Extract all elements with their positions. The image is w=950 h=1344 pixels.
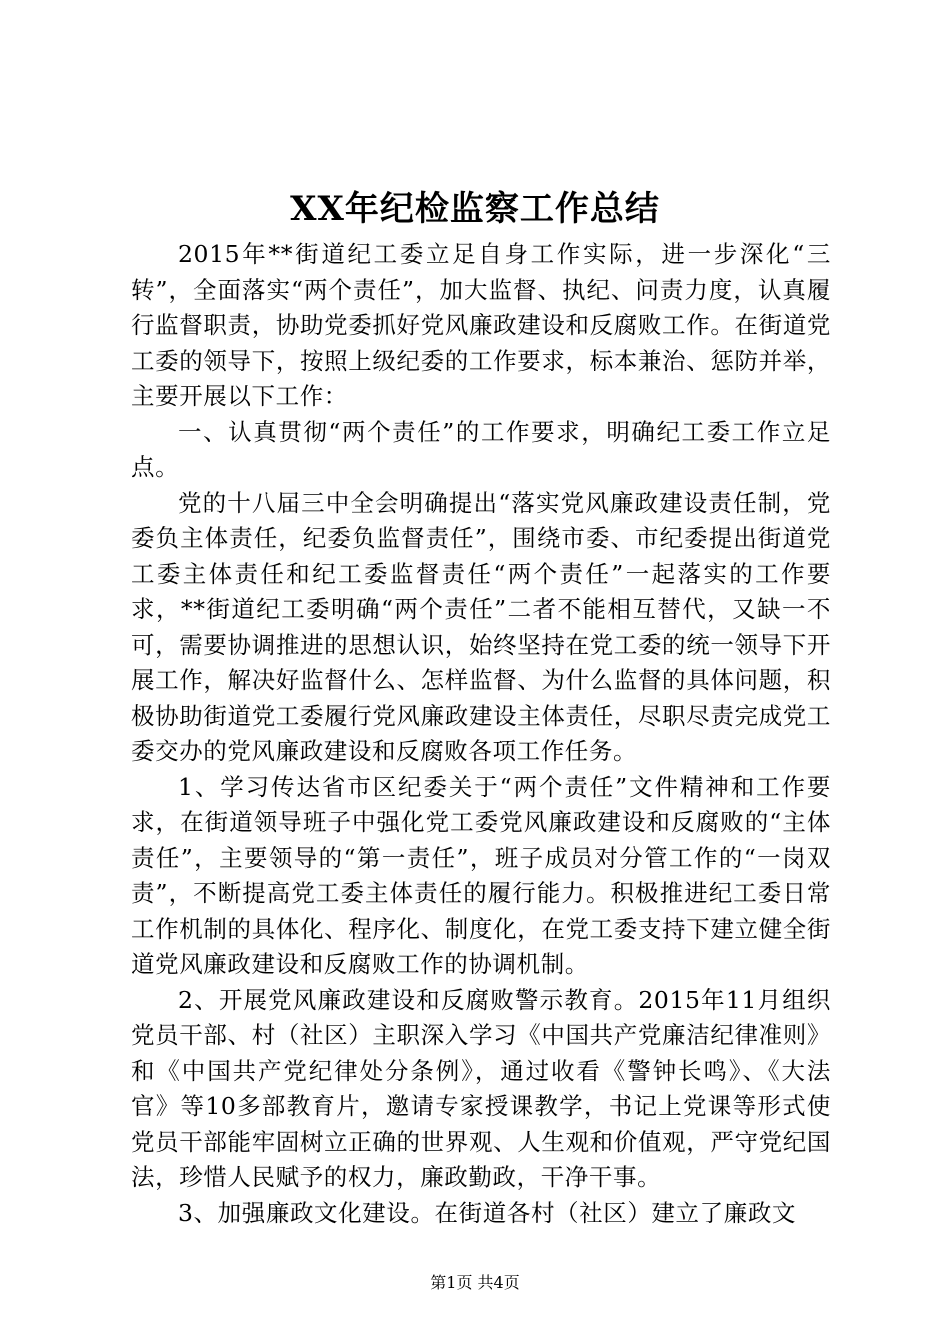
paragraph-item-3: 3、加强廉政文化建设。在街道各村（社区）建立了廉政文 xyxy=(178,1198,797,1227)
document-body xyxy=(131,237,831,1231)
paragraph-item-1: 1、学习传达省市区纪委关于“两个责任”文件精神和工作要求，在街道领导班子中强化党工委党风廉政建设和反腐败的“主体责任”，主要领导的“第一责任”，班子成员对分管工作的“一岗双责”，不断提高党工委主体责任的履行能力。积极推进纪工委日常工作机制的具体化、程序化、制度化，在党工委支持下建立健全街道党风廉政建设和反腐败工作的协调机制。 xyxy=(131,772,831,978)
document-title: XX年纪检监察工作总结 xyxy=(290,189,660,229)
paragraph-item-2: 2、开展党风廉政建设和反腐败警示教育。2015年11月组织党员干部、村（社区）主职深入学习《中国共产党廉洁纪律准则》和《中国共产党纪律处分条例》，通过收看《警钟长鸣》、《大法官》等10多部教育片，邀请专家授课教学，书记上党课等形式使党员干部能牢固树立正确的世界观、人生观和价值观，严守党纪国法，珍惜人民赋予的权力，廉政勤政，干净干事。 xyxy=(131,985,831,1191)
page-footer: 第1页 共4页 xyxy=(430,1273,520,1292)
paragraph-section-1-heading: 一、认真贯彻“两个责任”的工作要求，明确纪工委工作立足点。 xyxy=(131,417,831,481)
paragraph-intro: 2015年**街道纪工委立足自身工作实际，进一步深化“三转”，全面落实“两个责任”，加大监督、执纪、问责力度，认真履行监督职责，协助党委抓好党风廉政建设和反腐败工作。在街道党工委的领导下，按照上级纪委的工作要求，标本兼治、惩防并举，主要开展以下工作： xyxy=(131,240,831,410)
paragraph-section-1-body: 党的十八届三中全会明确提出“落实党风廉政建设责任制，党委负主体责任，纪委负监督责任”，围绕市委、市纪委提出街道党工委主体责任和纪工委监督责任“两个责任”一起落实的工作要求，**街道纪工委明确“两个责任”二者不能相互替代，又缺一不可，需要协调推进的思想认识，始终坚持在党工委的统一领导下开展工作，解决好监督什么、怎样监督、为什么监督的具体问题，积极协助街道党工委履行党风廉政建设主体责任，尽职尽责完成党工委交办的党风廉政建设和反腐败各项工作任务。 xyxy=(131,488,831,765)
